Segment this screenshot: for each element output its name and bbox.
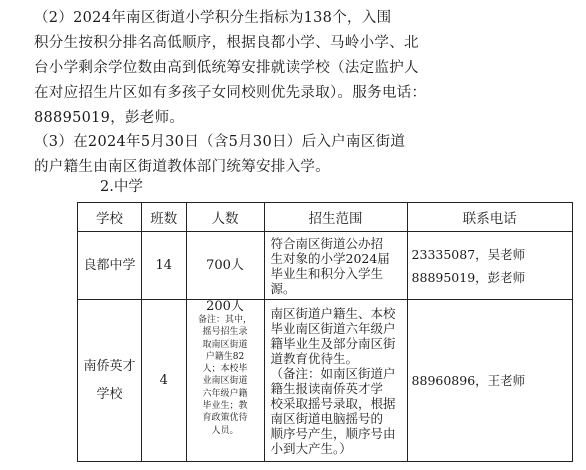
people-count: 700人 <box>206 257 244 273</box>
paragraph-quota-rules: （2）2024年南区街道小学积分生指标为138个，入围 积分生按积分排名高低顺序，根据良都小学、马岭小学、北 台小学剩余学位数由高到低统筹安排就读学校（法定监护人 在对应招生片区如有多孩子女同校则优先录取）。服务电话： 88895019，彭老师。 <box>34 10 427 126</box>
people-note: 备注：其中， 摇号招生录 取南区街道 户籍生82 人；本校毕 业南区街道 六年级户籍 毕业生；教 育政策优待 人员。 <box>197 315 252 436</box>
header-phone: 联系电话 <box>407 203 572 232</box>
school-name: 良都中学 <box>83 257 136 273</box>
table-row <box>78 300 573 462</box>
cell-phone <box>407 300 572 462</box>
section-title-middle-school: 2.中学 <box>100 179 143 195</box>
scope-text: 南区街道户籍生、本校 毕业南区街道六年级户 籍毕业生及部分南区街 道教育优待生。 （备注：如南区街道户 籍生报读南侨英才学 校采取摇号录取，根据 南区街道电脑摇号的 顺序号产生，顺序号由 小到大产生。） <box>270 305 396 456</box>
cell-school <box>78 300 142 462</box>
cell-school <box>78 232 142 300</box>
table-header-row <box>78 203 573 232</box>
phone-text: 23335087，吴老师 88895019，彭老师 <box>411 246 526 285</box>
header-school: 学校 <box>78 203 142 232</box>
cell-phone <box>407 232 572 300</box>
header-classes: 班数 <box>142 203 186 232</box>
cell-classes: 4 <box>142 300 186 462</box>
cell-scope <box>264 300 407 462</box>
phone-text: 88960896，王老师 <box>411 373 526 388</box>
table-row <box>78 232 573 300</box>
header-people: 人数 <box>186 203 264 232</box>
cell-people <box>186 232 264 300</box>
middle-school-table <box>77 202 573 462</box>
people-count: 200人 <box>206 299 244 314</box>
cell-scope <box>264 232 407 300</box>
header-scope: 招生范围 <box>264 203 407 232</box>
cell-people <box>186 300 264 462</box>
paragraph-household-rules: （3）在2024年5月30日（含5月30日）后入户南区街道 的户籍生由南区街道教体部门统筹安排入学。 <box>34 134 406 175</box>
school-name: 南侨英才 学校 <box>83 358 136 402</box>
cell-classes: 14 <box>142 232 186 300</box>
scope-text: 符合南区街道公办招 生对象的小学2024届 毕业生和积分入学生 源。 <box>270 235 390 296</box>
